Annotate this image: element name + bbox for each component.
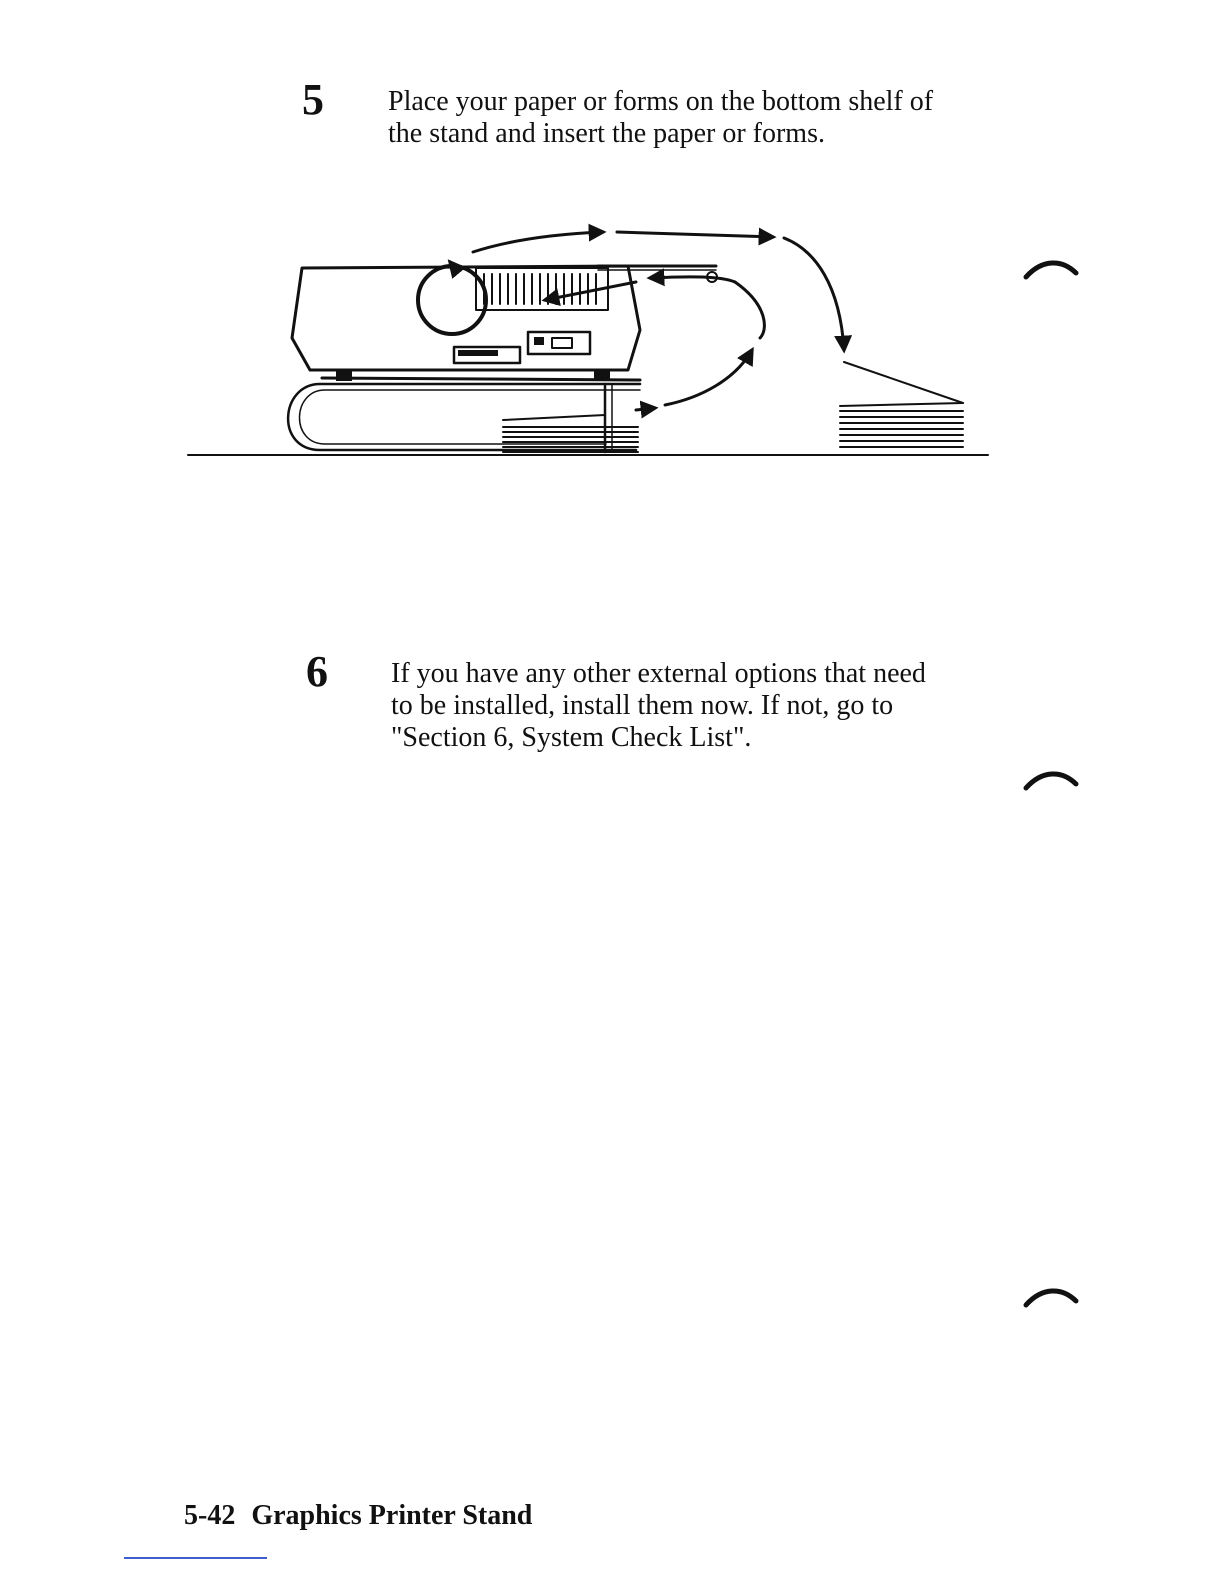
page-number: 5-42 bbox=[184, 1500, 236, 1531]
printer-stand-paper-path-illustration bbox=[185, 210, 995, 470]
step-5-line-1: Place your paper or forms on the bottom shelf of bbox=[388, 86, 934, 117]
binder-ring-mark-3 bbox=[1020, 1283, 1080, 1323]
step-6-text bbox=[391, 658, 926, 754]
paper-stack-output bbox=[840, 362, 963, 447]
paper-stack-input bbox=[503, 415, 638, 452]
step-5-text bbox=[388, 86, 933, 150]
printer bbox=[292, 266, 717, 381]
binder-ring-mark-1 bbox=[1020, 255, 1080, 295]
step-5-number: 5 bbox=[302, 75, 324, 124]
footer-rule bbox=[124, 1557, 267, 1559]
footer-title: Graphics Printer Stand bbox=[251, 1500, 533, 1531]
page-footer bbox=[184, 1500, 532, 1532]
step-6-number: 6 bbox=[306, 647, 328, 696]
binder-ring-mark-2 bbox=[1020, 766, 1080, 806]
step-5-line-2: the stand and insert the paper or forms. bbox=[388, 118, 825, 149]
step-6-line-1: If you have any other external options that need bbox=[391, 658, 926, 689]
step-6-line-3: "Section 6, System Check List". bbox=[391, 722, 752, 753]
step-6-line-2: to be installed, install them now. If not, go to bbox=[391, 690, 894, 721]
